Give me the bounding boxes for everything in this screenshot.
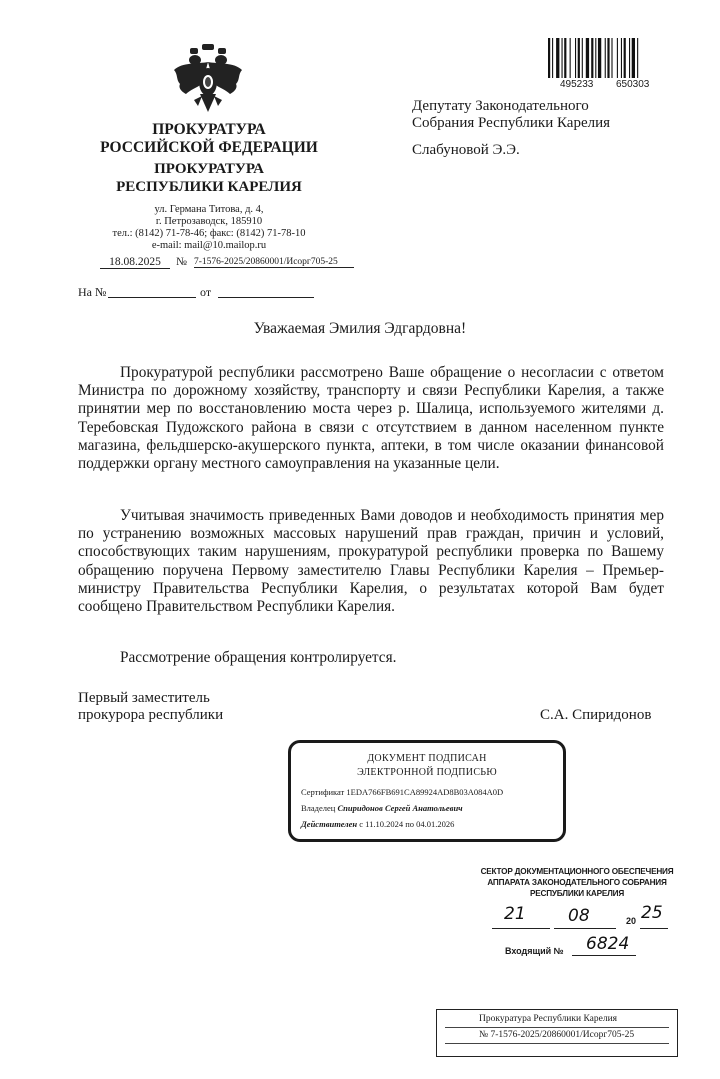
esign-owner-value: Спиридонов Сергей Анатольевич bbox=[337, 803, 463, 813]
sender-org-line3: ПРОКУРАТУРА bbox=[154, 161, 264, 177]
esign-valid-from: 11.10.2024 bbox=[365, 819, 404, 829]
esign-certificate-value: 1EDA766FB691CA89924AD8B03A084A0D bbox=[346, 787, 504, 797]
incoming-year: 25 bbox=[641, 903, 663, 923]
esign-owner-label: Владелец bbox=[301, 803, 336, 813]
esign-valid-from-label: с bbox=[359, 819, 364, 829]
outgoing-date: 18.08.2025 bbox=[100, 256, 170, 269]
sender-address-street: ул. Германа Титова, д. 4, bbox=[154, 204, 264, 215]
reply-to-number-line bbox=[108, 297, 196, 298]
barcode-number-right: 650303 bbox=[616, 79, 650, 90]
esign-certificate-label: Сертификат bbox=[301, 787, 345, 797]
salutation: Уважаемая Эмилия Эдгардовна! bbox=[253, 320, 467, 337]
esign-validity bbox=[301, 819, 454, 829]
incoming-number-label: Входящий № bbox=[505, 946, 564, 956]
footer-divider bbox=[445, 1027, 669, 1028]
outgoing-number: 7-1576-2025/20860001/Исорг705-25 bbox=[194, 257, 354, 268]
barcode-number-left: 495233 bbox=[560, 79, 594, 90]
recipient-name: Слабуновой Э.Э. bbox=[412, 142, 520, 158]
body-paragraph-3: Рассмотрение обращения контролируется. bbox=[120, 649, 397, 666]
incoming-day: 21 bbox=[504, 904, 526, 924]
incoming-month: 08 bbox=[568, 906, 590, 926]
esign-valid-label: Действителен bbox=[301, 819, 358, 829]
outgoing-number-label: № bbox=[176, 256, 187, 268]
signatory-position-line1: Первый заместитель bbox=[78, 690, 210, 706]
esign-title-line1: ДОКУМЕНТ ПОДПИСАН bbox=[367, 753, 487, 764]
sender-address-city: г. Петрозаводск, 185910 bbox=[155, 216, 263, 227]
sender-phone-fax: тел.: (8142) 71-78-46; факс: (8142) 71-78-10 bbox=[112, 228, 306, 239]
incoming-day-line bbox=[492, 928, 550, 929]
footer-org: Прокуратура Республики Карелия bbox=[479, 1014, 618, 1024]
body-paragraph-1: Прокуратурой республики рассмотрено Ваше обращение о несогласии с ответом Министра по дорожному хозяйству, транспорту и связи Республики Карелия, а также принятии мер по восстановлению моста через р. Шалица, используемого жителями д. Теребовская Пудожского района в связи с отсутствием в данном населенном пункте магазина, фельдшерско-акушерского пункта, аптеки, в том числе оказании финансовой поддержки органу местного самоуправления на указанные цели. bbox=[78, 364, 664, 473]
esign-valid-to: 04.01.2026 bbox=[416, 819, 455, 829]
esign-valid-to-label: по bbox=[405, 819, 415, 829]
incoming-month-line bbox=[554, 928, 616, 929]
incoming-stamp-line3: РЕСПУБЛИКИ КАРЕЛИЯ bbox=[529, 889, 625, 898]
incoming-stamp-line2: АППАРАТА ЗАКОНОДАТЕЛЬНОГО СОБРАНИЯ bbox=[487, 878, 667, 887]
sender-org-line4: РЕСПУБЛИКИ КАРЕЛИЯ bbox=[116, 179, 302, 195]
incoming-stamp-line1: СЕКТОР ДОКУМЕНТАЦИОННОГО ОБЕСПЕЧЕНИЯ bbox=[480, 867, 674, 876]
footer-reg-number: № 7-1576-2025/20860001/Исорг705-25 bbox=[479, 1030, 635, 1040]
esign-owner bbox=[301, 803, 463, 813]
reply-to-number-label: На № bbox=[78, 285, 107, 299]
signatory-position-line2: прокурора республики bbox=[78, 707, 224, 723]
reply-to-date-line bbox=[218, 297, 314, 298]
recipient-line2: Собрания Республики Карелия bbox=[412, 115, 611, 131]
incoming-year-line bbox=[640, 928, 668, 929]
incoming-year-prefix: 20 bbox=[626, 916, 637, 926]
footer-divider-2 bbox=[445, 1043, 669, 1044]
sender-email: e-mail: mail@10.mailop.ru bbox=[151, 240, 267, 251]
reply-to-date-label: от bbox=[200, 285, 212, 299]
esign-title-line2: ЭЛЕКТРОННОЙ ПОДПИСЬЮ bbox=[357, 767, 497, 778]
signatory-name: С.А. Спиридонов bbox=[540, 707, 652, 723]
recipient-line1: Депутату Законодательного bbox=[412, 98, 589, 114]
footer-registration-box bbox=[436, 1009, 678, 1057]
barcode-icon bbox=[548, 38, 668, 78]
incoming-number: 6824 bbox=[586, 934, 630, 954]
incoming-number-line bbox=[572, 955, 636, 956]
signatory-position bbox=[78, 690, 223, 724]
sender-org-line1: ПРОКУРАТУРА bbox=[152, 121, 266, 138]
esign-certificate bbox=[301, 787, 503, 797]
sender-org-line2: РОССИЙСКОЙ ФЕДЕРАЦИИ bbox=[100, 139, 318, 156]
body-paragraph-2: Учитывая значимость приведенных Вами доводов и необходимость принятия мер по устранению возможных массовых нарушений прав граждан, причин и условий, способствующих таким нарушениям, прокуратурой республики проверка по Вашему обращению поручена Первому заместителю Главы Республики Карелия – Премьер-министру Правительства Республики Карелия, о результатах которой Вам будет сообщено Правительством Республики Карелия. bbox=[78, 507, 664, 616]
electronic-signature-stamp bbox=[288, 740, 566, 842]
double-headed-eagle-emblem-icon bbox=[168, 40, 248, 120]
